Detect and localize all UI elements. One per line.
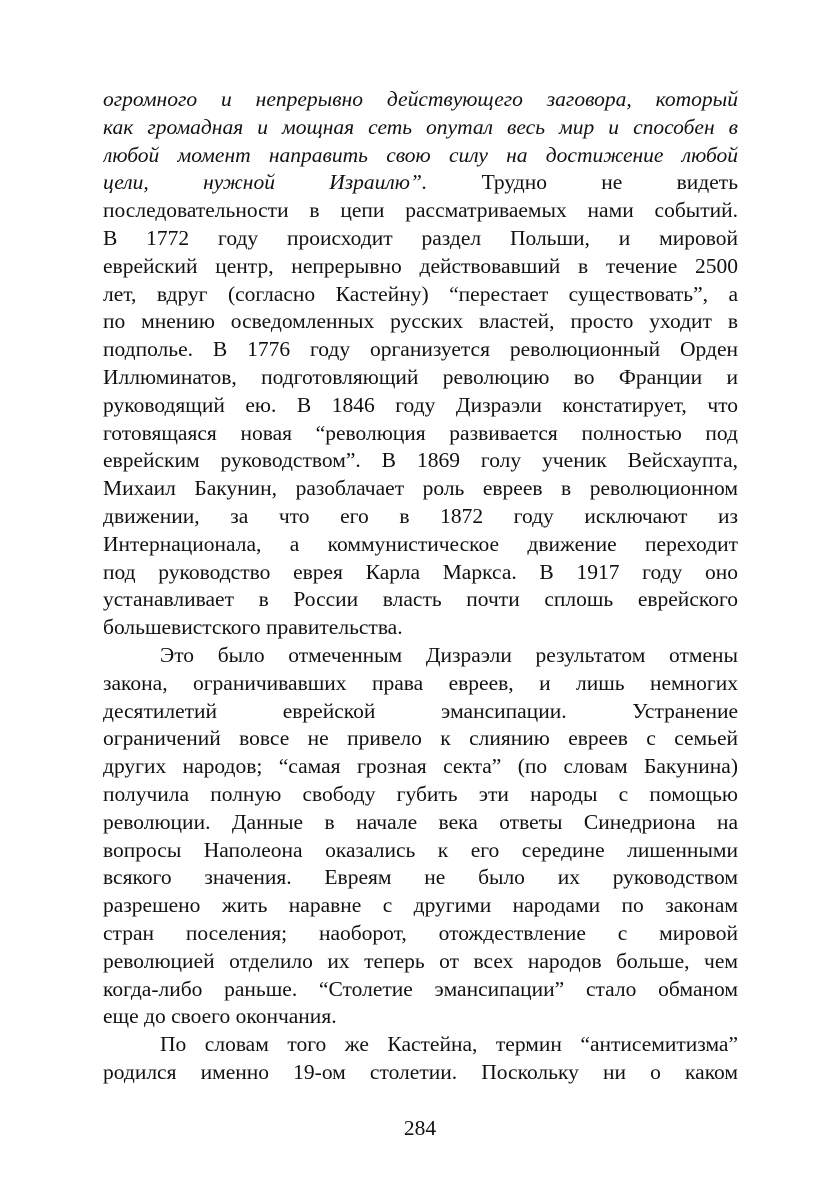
text-line: лет, вдруг (согласно Кастейну) “перестает существовать”, а [103, 281, 738, 306]
text-line: еврейский центр, непрерывно действовавший в течение 2500 [103, 253, 738, 278]
text-line: когда-либо раньше. “Столетие эмансипации” стало обманом [103, 976, 738, 1001]
italic-text: любой момент направить свою силу на достижение любой [103, 142, 738, 167]
paragraph-3 [103, 1031, 738, 1087]
text-line: еврейским руководством”. В 1869 голу ученик Вейсхаупта, [103, 448, 738, 473]
page-body [103, 86, 738, 1087]
text-line: под руководство еврея Карла Маркса. В 1917 году оно [103, 559, 738, 584]
text-line: по мнению осведомленных русских властей, просто уходит в [103, 309, 738, 334]
text-line: руководящий ею. В 1846 году Дизраэли констатирует, что [103, 392, 738, 417]
text-line: В 1772 году происходит раздел Польши, и мировой [103, 225, 738, 250]
text-line: закона, ограничивавших права евреев, и лишь немногих [103, 670, 738, 695]
text-line [103, 114, 738, 142]
text-line: еще до своего окончания. [103, 1004, 337, 1029]
page-number: 284 [403, 1116, 437, 1140]
text-line: Это было отмеченным Дизраэли результатом отмены [160, 642, 738, 667]
text-line [103, 142, 738, 170]
text-line: устанавливает в России власть почти сплошь еврейского [103, 587, 738, 612]
text-line [103, 86, 738, 114]
italic-text: огромного и непрерывно действующего заговора, который [103, 87, 738, 111]
paragraph-2 [103, 642, 738, 1031]
regular-text: Трудно не видеть [481, 170, 738, 195]
text-line: Михаил Бакунин, разоблачает роль евреев в революционном [103, 476, 738, 501]
italic-text: как громадная и мощная сеть опутал весь мир и способен в [103, 114, 738, 139]
text-line: революции. Данные в начале века ответы Синедриона на [103, 809, 738, 834]
text-line: Иллюминатов, подготовляющий революцию во Франции и [103, 364, 738, 389]
italic-text: цели, нужной Израилю”. [103, 170, 428, 195]
paragraph-1 [103, 86, 738, 642]
text-line [103, 169, 738, 197]
text-line: родился именно 19-ом столетии. Поскольку ни о каком [103, 1059, 738, 1084]
text-line: революцией отделило их теперь от всех народов больше, чем [103, 948, 738, 973]
text-line: ограничений вовсе не привело к слиянию евреев с семьей [103, 726, 738, 751]
text-line: Интернационала, а коммунистическое движение переходит [103, 531, 738, 556]
text-line: получила полную свободу губить эти народы с помощью [103, 781, 738, 806]
text-line: готовящаяся новая “революция развивается полностью под [103, 420, 738, 445]
text-line: подполье. В 1776 году организуется революционный Орден [103, 337, 738, 362]
text-line: последовательности в цепи рассматриваемых нами событий. [103, 198, 738, 223]
text-line: всякого значения. Евреям не было их руководством [103, 865, 738, 890]
text-line: По словам того же Кастейна, термин “антисемитизма” [160, 1032, 738, 1057]
text-line: движении, за что его в 1872 году исключают из [103, 503, 738, 528]
text-line: разрешено жить наравне с другими народами по законам [103, 893, 738, 918]
text-line: большевистского правительства. [103, 615, 403, 640]
text-line: десятилетий еврейской эмансипации. Устранение [103, 698, 738, 723]
text-line: стран поселения; наоборот, отождествление с мировой [103, 920, 738, 945]
text-line: вопросы Наполеона оказались к его середине лишенными [103, 837, 738, 862]
text-line: других народов; “самая грозная секта” (по словам Бакунина) [103, 754, 738, 779]
